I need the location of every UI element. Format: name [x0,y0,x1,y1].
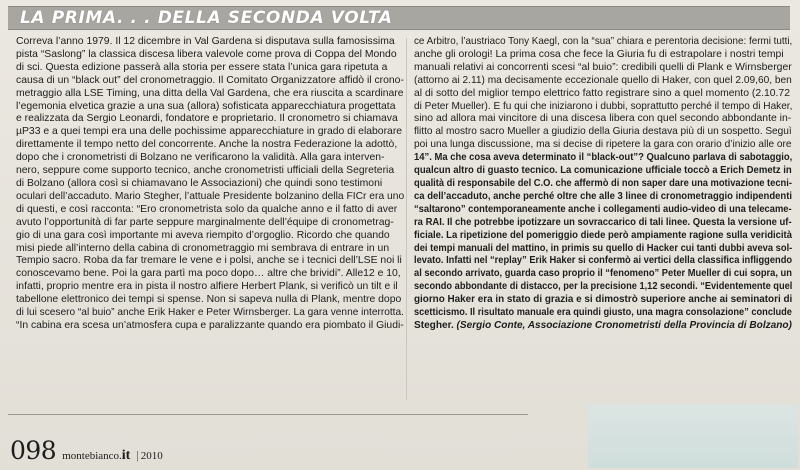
article-line: manuali relativi ai concorrenti scesi “al buio”: credibili quelli di Plank e Wirnsberger [414,61,792,73]
column-divider [406,38,407,400]
page-footer [10,436,163,464]
article-line: l’egemonia elvetica grazie a una sua (allora) sofisticata apparecchiatura progettata [16,100,396,112]
article-line: Stegher. (Sergio Conte, Associazione Cronometristi della Provincia di Bolzano) [414,319,792,331]
article-line: qualcun altro di guasto tecnico. La comunicazione ufficiale toccò a Erich Demetz in [414,165,792,177]
article-line: oculari dell’accaduto. Mario Stegher, l’attuale Presidente bolzanino della FICr era uno [16,190,405,202]
article-column-right [414,36,792,333]
article-line: Tempio sacro. Roba da far tremare le vene e i polsi, anche se i tecnici dell’LSE noi li [16,255,402,267]
article-line: 14”. Ma che cosa aveva determinato il “black-out”? Qualcuno parlava di sabotaggio, [414,152,793,164]
article-line: giorno Haker era in stato di grazia e si dimostrò superiore anche ai seminatori di [414,294,793,306]
article-line: levato. Infatti nel “replay” Erik Haker si confermò ai vertici della classifica infliggendo [414,255,793,267]
article-line: sino ad allora mai vincitore di una discesa libera con quel secondo abbondante in- [414,113,792,125]
magazine-domain-suffix: it [121,448,131,463]
article-title: LA PRIMA. . . DELLA SECONDA VOLTA [20,8,393,28]
article-line: di Bolzano (allora così si chiamavano le Associazioni) che quindi sono testimoni [16,177,383,189]
article-line: scetticismo. Il risultato manuale era quindi giusto, una magra consolazione” conclude [414,307,792,319]
article-line: (attorno ai 2.11) ma decisamente eccezionale quello di Haker, con quel 2.09,60, ben [414,74,792,86]
article-line: gio di una gara così importante mi aveva riempito d’orgoglio. Ricordo che quando [16,229,390,241]
magazine-name: montebianco. [62,450,122,462]
article-line: e realizzata da Sergio Leonardi, fondatore e proprietario. Il cronometro si chiamava [16,113,398,125]
article-line: direttamente il tempo netto del concorrente. Anche la nostra Federazione la adottò, [16,139,398,151]
issue-year: 2010 [140,450,163,462]
article-line: tabellone elettronico dei tempi si spense. Non si sapeva nulla di Plank, mentre dopo [16,294,402,306]
article-byline: (Sergio Conte, Associazione Cronometristi della Provincia di Bolzano) [453,319,792,331]
footer-separator: | [136,448,139,462]
article-line: di Peter Mueller). E fu qui che iniziarono i dubbi, soprattutto perché il tempo di Haker, [414,100,793,112]
article-line: ficiale. La ripetizione del pomeriggio diede però ampiamente ragione sulla veridicità [414,229,792,241]
article-line: flitto al mostro sacro Mueller a giudizio della Giuria destava più di un sospetto. Seguì [414,126,792,138]
article-line: infatti, proprio mentre era in pista il nostro alfiere Herbert Plank, si verificò un tilt e il [16,281,398,293]
article-line: al secondo arrivato, guarda caso proprio il “fenomeno” Peter Mueller di cui sopra, un [414,268,792,280]
article-line: anche gli orologi! La prima cosa che fece la Giuria fu di estrapolare i nostri tempi [414,48,784,60]
article-line: di lui scesero “al buio” anche Erik Haker e Peter Wirnsberger. La gara venne interrotta. [16,307,404,319]
article-line: ce Arbitro, l’austriaco Tony Kaegl, con la “sua” chiara e perentoria decisione: fermi tutti, [414,36,793,47]
article-line: nero, seppure come supporto tecnico, anche cronometristi ufficiali della Segreteria [16,165,395,177]
article-line: causa di un “black out” del cronometraggio. Il Comitato Organizzatore affidò il crono- [16,74,404,86]
article-line: “In cabina era scesa un’atmosfera cupa e paralizzante quando era piombato il Giudi- [16,319,404,331]
article-line: Correva l’anno 1979. Il 12 dicembre in Val Gardena si disputava sulla famosissima [16,36,395,47]
article-line: avuto l’opportunità di far parte seppure marginalmente dell’équipe di cronometrag- [16,216,394,228]
article-line: pista “Saslong” la classica discesa libera valevole come prova di Coppa del Mondo [16,48,397,60]
footer-rule [8,414,528,415]
article-line: metraggio alla LSE Timing, una ditta della Val Gardena, che era riuscita a scardinare [16,87,404,99]
title-bar [8,6,790,30]
page-number: 098 [10,436,57,465]
article-line: secondo abbondante di distacco, per la precisione 1,12 secondi. “Evidentemente quel [414,281,793,293]
article-line: qualità di responsabile del C.O. che affermò di non saper dare una motivazione tecni- [414,177,792,189]
article-line: “saltarono” contemporaneamente anche i collegamenti audio-video di una telecame- [414,203,792,215]
article-line: al di sotto del miglior tempo elettrico fatto registrare sino a quel momento (2.10.72 [414,87,790,99]
article-line: µP33 e a quei tempi era una delle pochissime apparecchiature in grado di elaborare [16,126,403,138]
article-line: di sci. Questa edizione passerà alla storia per essere stata l’unica gara ripetuta a [16,61,388,73]
article-line: poi una lunga discussione, ma si decise di ripetere la gara con orario d’inizio alle ore [414,139,792,151]
bleed-through-logo [588,404,798,468]
article-line: ra RAI. Il che potrebbe ipotizzare un sovraccarico di tali linee. Questa la versione uf- [414,216,792,228]
article-line: di questi, e così racconta: “Ero cronometrista solo da qualche anno e il fatto di aver [16,203,398,215]
article-line: dei tempi manuali del mattino, in primis su quello di Hacker cui tanti dubbi aveva sol- [414,242,793,254]
article-line: conoscevamo bene. Poi la gara partì ma poco dopo… altre che brividi”. Alle12 e 10, [16,268,401,280]
article-line: ca dell’accaduto, anche perché oltre che alle 3 linee di cronometraggio indipendenti [414,190,792,202]
article-column-left [16,36,404,333]
article-line: dopo che i cronometristi di Bolzano ne verificarono la validità. Alla gara interven- [16,152,385,164]
article-line: misi piede all’interno della cabina di cronometraggio mi sembrava di entrare in un [16,242,390,254]
